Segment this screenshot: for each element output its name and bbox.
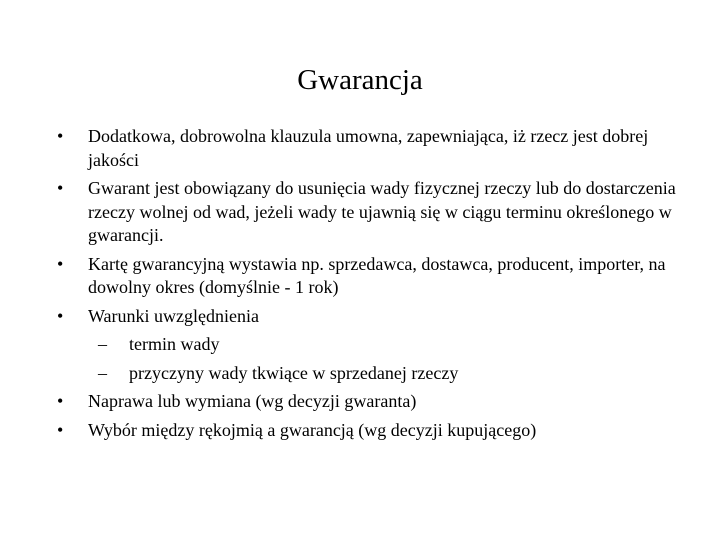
sub-bullet-item (98, 362, 687, 386)
bullet-marker: • (57, 126, 64, 146)
bullet-text: Dodatkowa, dobrowolna klauzula umowna, zapewniająca, iż rzecz jest dobrej jakości (88, 126, 649, 170)
sub-bullet-list (88, 333, 687, 385)
bullet-text: Kartę gwarancyjną wystawia np. sprzedawca, dostawca, producent, importer, na dowolny okres (domyślnie - 1 rok) (88, 253, 666, 297)
bullet-item (57, 419, 687, 443)
bullet-text: Wybór między rękojmią a gwarancją (wg decyzji kupującego) (88, 419, 537, 440)
slide-title: Gwarancja (297, 64, 423, 96)
bullet-text: Gwarant jest obowiązany do usunięcia wady fizycznej rzeczy lub do dostarczenia rzeczy wolnej od wad, jeżeli wady te ujawnią się w ciągu terminu określonego w gwarancji. (88, 178, 676, 245)
bullet-text: Naprawa lub wymiana (wg decyzji gwaranta) (88, 391, 417, 411)
bullet-marker: • (57, 305, 64, 326)
sub-bullet-text: termin wady (129, 334, 220, 354)
bullet-item (57, 390, 687, 414)
bullet-marker: • (57, 253, 64, 274)
bullet-item (57, 253, 687, 300)
bullet-list (57, 125, 687, 447)
bullet-marker: • (57, 391, 64, 411)
sub-bullet-marker: – (98, 362, 107, 383)
bullet-text: Warunki uwzględnienia (88, 305, 259, 326)
sub-bullet-text: przyczyny wady tkwiące w sprzedanej rzeczy (129, 362, 459, 383)
bullet-item (57, 177, 687, 248)
bullet-marker: • (57, 178, 64, 198)
sub-bullet-marker: – (98, 334, 107, 354)
sub-bullet-item (98, 333, 687, 357)
bullet-item (57, 125, 687, 172)
bullet-marker: • (57, 419, 64, 440)
bullet-item (57, 305, 687, 386)
